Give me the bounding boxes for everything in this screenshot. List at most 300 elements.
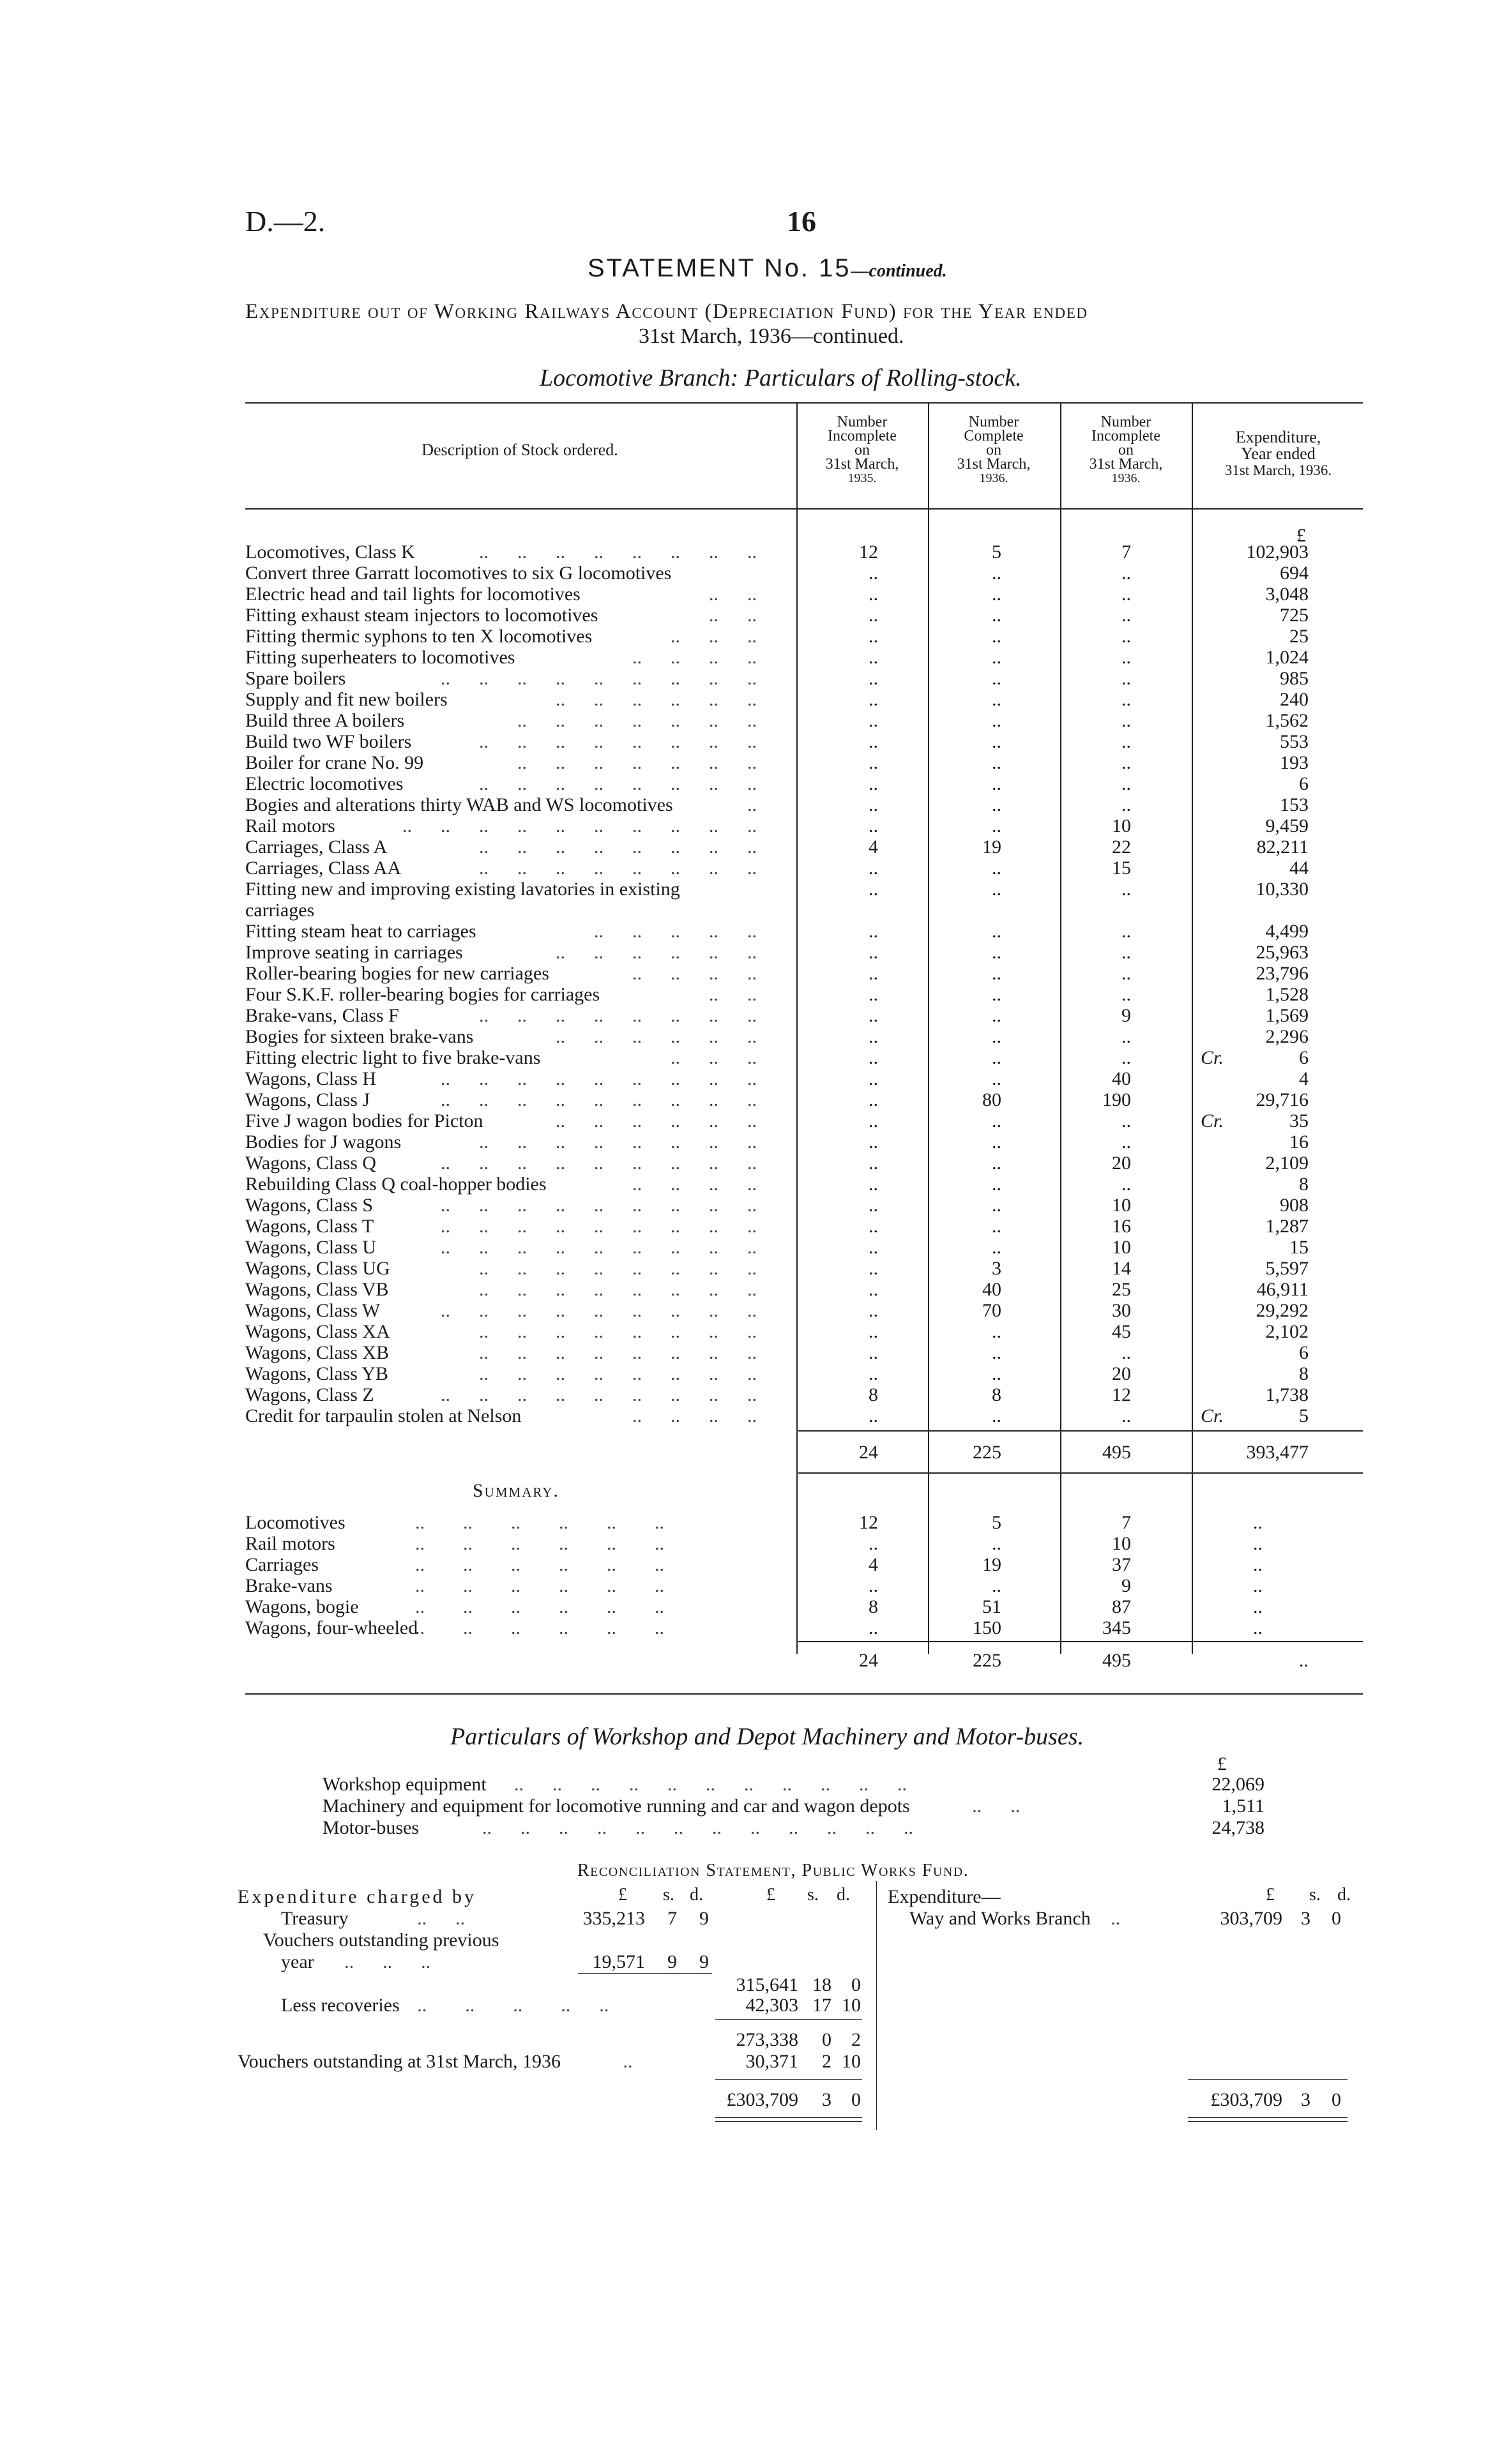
rec-right-shillings-head: s. (1309, 1885, 1321, 1905)
row-incomplete-1936: 10 (1112, 1195, 1131, 1216)
row-incomplete-1935: .. (869, 1342, 878, 1363)
rec-right-pence-head: d. (1337, 1885, 1351, 1905)
row-expenditure: 82,211 (1256, 836, 1309, 858)
page-number: 16 (787, 205, 816, 238)
dot-leader: .. .. .. .. .. .. .. .. .. (441, 1089, 786, 1110)
dot-leader: .. .. .. .. .. .. .. .. .. .. (402, 815, 786, 836)
dot-leader: .. .. .. .. .. .. (556, 1110, 786, 1131)
row-incomplete-1935: .. (869, 1300, 878, 1321)
row-description: Bogies and alterations thirty WAB and WS locomotives (245, 794, 673, 815)
rec-branch-pence: 0 (1332, 1908, 1341, 1929)
rec-branch-shillings: 3 (1301, 1908, 1310, 1929)
dot-leader: .. .. .. .. .. .. .. .. (479, 1131, 786, 1153)
summary-complete-1936: 150 (973, 1617, 1001, 1638)
statement-title (588, 254, 947, 283)
rec-right-total-pence: 0 (1332, 2089, 1341, 2110)
row-complete-1936: .. (992, 1405, 1001, 1426)
row-expenditure: 15 (1289, 1237, 1309, 1258)
row-incomplete-1936: .. (1121, 1405, 1131, 1426)
row-incomplete-1935: 12 (859, 541, 878, 563)
row-description: Wagons, Class S (245, 1195, 374, 1216)
row-description: Spare boilers (245, 668, 346, 689)
row-incomplete-1936: .. (1121, 605, 1131, 626)
row-complete-1936: .. (992, 752, 1001, 773)
row-expenditure: 4,499 (1265, 921, 1309, 942)
col-head-expenditure (1194, 429, 1363, 479)
row-incomplete-1935: .. (869, 1258, 878, 1279)
row-incomplete-1935: .. (869, 668, 878, 689)
row-incomplete-1935: .. (869, 1279, 878, 1300)
workshop-row-equipment (323, 1774, 1249, 1795)
dot-leader: .. .. .. .. .. .. .. .. .. (441, 1384, 786, 1405)
col-head-line: Year ended (1241, 444, 1316, 463)
col-head-line: Number (1100, 414, 1151, 430)
row-credit-marker: Cr. (1201, 1047, 1224, 1068)
workshop-value-equipment: 22,069 (1211, 1774, 1264, 1795)
summary-complete-1936: .. (992, 1533, 1001, 1554)
row-incomplete-1935: 8 (869, 1384, 878, 1405)
dot-leader: .. .. .. .. .. .. .. .. (479, 731, 786, 752)
col-head-line: Incomplete (1091, 428, 1160, 444)
dot-leader: .. .. .. .. .. .. .. (517, 710, 786, 731)
rec-left-total-rule (715, 2079, 862, 2080)
table-head-rule (245, 508, 1363, 510)
rec-treasury-pounds: 335,213 (582, 1908, 645, 1929)
row-complete-1936: .. (992, 984, 1001, 1005)
row-incomplete-1935: .. (869, 605, 878, 626)
dot-leader: .. .. (709, 605, 786, 626)
row-incomplete-1936: 30 (1112, 1300, 1131, 1321)
reconciliation-title: Reconciliation Statement, Public Works Fund. (577, 1861, 969, 1880)
row-expenditure: 5 (1299, 1405, 1309, 1426)
rec-net-shillings: 0 (822, 2029, 831, 2050)
row-expenditure: 6 (1299, 773, 1309, 794)
row-incomplete-1935: .. (869, 626, 878, 647)
col-head-line: Number (968, 414, 1019, 430)
summary-total-complete-1936: 225 (973, 1650, 1001, 1671)
workshop-title: Particulars of Workshop and Depot Machinery and Motor-buses. (450, 1723, 1084, 1750)
dot-leader: .. .. .. .. .. .. .. (517, 752, 786, 773)
row-expenditure: 1,024 (1265, 647, 1309, 668)
rec-label: Way and Works Branch (909, 1908, 1091, 1929)
dot-leader: .. (1111, 1908, 1121, 1929)
rec-subtotal-shillings: 18 (812, 1974, 831, 1995)
row-description: Fitting exhaust steam injectors to locomotives (245, 605, 598, 626)
row-complete-1936: .. (992, 879, 1001, 900)
row-complete-1936: .. (992, 773, 1001, 794)
row-incomplete-1935: .. (869, 1405, 878, 1426)
dot-leader: .. .. .. .. .. .. .. .. (479, 1258, 786, 1279)
dot-leader: .. .. .. .. .. .. .. .. .. (441, 1068, 786, 1089)
subtitle-line-1: Expenditure out of Working Railways Account (Depreciation Fund) for the Year ended (245, 300, 1088, 323)
row-incomplete-1936: 7 (1121, 541, 1131, 563)
row-incomplete-1935: .. (869, 879, 878, 900)
row-complete-1936: 8 (992, 1384, 1001, 1405)
dot-leader: .. .. .. (344, 1951, 431, 1972)
row-incomplete-1935: .. (869, 1216, 878, 1237)
rec-right-total-rule (1188, 2079, 1348, 2080)
rec-branch-pounds: 303,709 (1220, 1908, 1282, 1929)
workshop-row-label: Motor-buses (323, 1817, 420, 1838)
row-incomplete-1935: .. (869, 1110, 878, 1131)
summary-description: Wagons, bogie (245, 1596, 359, 1617)
row-incomplete-1935: .. (869, 1321, 878, 1342)
statement-label: STATEMENT No. 15 (588, 254, 851, 282)
row-incomplete-1936: 10 (1112, 815, 1131, 836)
row-description: Five J wagon bodies for Picton (245, 1110, 483, 1131)
row-expenditure: 102,903 (1246, 541, 1309, 563)
row-description: Build three A boilers (245, 710, 405, 731)
rec-branch-label (909, 1908, 1120, 1930)
dot-leader: .. .. .. .. .. .. .. .. .. (441, 1195, 786, 1216)
row-complete-1936: .. (992, 963, 1001, 984)
workshop-row-motor-buses (323, 1817, 1249, 1839)
row-incomplete-1935: .. (869, 752, 878, 773)
row-incomplete-1935: .. (869, 1237, 878, 1258)
row-incomplete-1936: .. (1121, 1110, 1131, 1131)
col-head-incomplete-1935 (798, 415, 926, 485)
row-description: Carriages, Class A (245, 836, 388, 858)
dot-leader: .. .. .. .. .. .. .. .. (479, 773, 786, 794)
row-incomplete-1936: .. (1121, 668, 1131, 689)
summary-incomplete-1935: .. (869, 1533, 878, 1554)
rec-left-total-shillings: 3 (822, 2089, 831, 2110)
summary-total-incomplete-1935: 24 (859, 1650, 878, 1671)
row-complete-1936: .. (992, 1047, 1001, 1068)
rec-left-pence-head-1: d. (690, 1885, 703, 1905)
row-expenditure: 2,102 (1265, 1321, 1309, 1342)
row-description: Carriages, Class AA (245, 858, 402, 879)
summary-description: Brake-vans (245, 1575, 333, 1596)
rec-left-pounds-head-1: £ (618, 1885, 627, 1905)
dot-leader: .. .. .. (671, 626, 786, 647)
summary-complete-1936: 5 (992, 1512, 1001, 1533)
summary-expenditure: .. (1253, 1533, 1263, 1554)
row-incomplete-1936: .. (1121, 921, 1131, 942)
row-expenditure: 9,459 (1265, 815, 1309, 836)
row-complete-1936: .. (992, 668, 1001, 689)
row-incomplete-1936: .. (1121, 879, 1131, 900)
summary-expenditure: .. (1253, 1575, 1263, 1596)
total-complete-1936: 225 (973, 1442, 1001, 1463)
row-incomplete-1936: 25 (1112, 1279, 1131, 1300)
row-complete-1936: .. (992, 1363, 1001, 1384)
row-expenditure: 1,562 (1265, 710, 1309, 731)
row-description: Fitting steam heat to carriages (245, 921, 476, 942)
dot-leader: .. .. (417, 1908, 466, 1929)
row-description: Supply and fit new boilers (245, 689, 448, 710)
row-complete-1936: .. (992, 815, 1001, 836)
row-expenditure: 4 (1299, 1068, 1309, 1089)
row-expenditure: 553 (1280, 731, 1309, 752)
row-complete-1936: .. (992, 1195, 1001, 1216)
dot-leader: .. .. .. .. .. .. .. .. .. (441, 1153, 786, 1174)
row-expenditure: 44 (1289, 858, 1309, 879)
totals-top-rule (798, 1430, 1363, 1432)
total-incomplete-1935: 24 (859, 1442, 878, 1463)
row-description: Build two WF boilers (245, 731, 412, 752)
row-description: Wagons, Class Q (245, 1153, 377, 1174)
row-incomplete-1936: 22 (1112, 836, 1131, 858)
table-top-rule (245, 402, 1363, 404)
dot-leader: .. .. .. .. .. .. (556, 1026, 786, 1047)
row-description: Roller-bearing bogies for new carriages (245, 963, 549, 984)
row-complete-1936: .. (992, 626, 1001, 647)
summary-title: Summary. (473, 1480, 559, 1501)
row-incomplete-1935: .. (869, 1195, 878, 1216)
row-description: Bodies for J wagons (245, 1131, 402, 1153)
summary-total-rule (798, 1641, 1363, 1642)
dot-leader: .. .. .. .. .. .. (556, 942, 786, 963)
dot-leader: .. .. .. .. (632, 647, 786, 668)
row-incomplete-1936: .. (1121, 773, 1131, 794)
row-credit-marker: Cr. (1201, 1405, 1224, 1426)
col-head-line: Number (837, 414, 888, 430)
rec-vouchers-label-2 (281, 1951, 430, 1973)
row-complete-1936: .. (992, 689, 1001, 710)
dot-leader: .. (623, 2051, 633, 2072)
row-expenditure: 16 (1289, 1131, 1309, 1153)
dot-leader: .. .. .. .. .. .. .. .. .. (441, 1300, 786, 1321)
dot-leader: .. .. .. .. .. .. (415, 1533, 664, 1554)
row-complete-1936: .. (992, 1026, 1001, 1047)
row-complete-1936: .. (992, 584, 1001, 605)
row-incomplete-1936: 45 (1112, 1321, 1131, 1342)
col-head-line: Incomplete (828, 428, 897, 444)
rec-left-shillings-head-1: s. (663, 1885, 674, 1905)
row-complete-1936: .. (992, 563, 1001, 584)
row-expenditure: 908 (1280, 1195, 1309, 1216)
row-incomplete-1935: .. (869, 942, 878, 963)
summary-incomplete-1936: 7 (1121, 1512, 1131, 1533)
row-expenditure: 1,528 (1265, 984, 1309, 1005)
rec-left-double-rule-2 (715, 2121, 862, 2122)
row-expenditure: 25,963 (1256, 942, 1309, 963)
row-complete-1936: .. (992, 1131, 1001, 1153)
dot-leader: .. .. (709, 984, 786, 1005)
rec-left-shillings-head-2: s. (807, 1885, 819, 1905)
rec-left-heading: Expenditure charged by (238, 1886, 477, 1907)
row-description: Locomotives, Class K (245, 541, 415, 563)
row-description: Fitting electric light to five brake-vans (245, 1047, 541, 1068)
row-incomplete-1936: .. (1121, 1047, 1131, 1068)
row-incomplete-1935: .. (869, 1005, 878, 1026)
row-expenditure: 725 (1280, 605, 1309, 626)
row-incomplete-1936: .. (1121, 563, 1131, 584)
row-incomplete-1936: .. (1121, 584, 1131, 605)
total-expenditure: 393,477 (1246, 1442, 1309, 1463)
rec-vouchers-pounds: 19,571 (592, 1951, 645, 1972)
row-expenditure: 29,292 (1256, 1300, 1309, 1321)
rec-center-divider (876, 1881, 877, 2130)
rec-net-pounds: 273,338 (736, 2029, 798, 2050)
row-incomplete-1936: 9 (1121, 1005, 1131, 1026)
rec-less-pounds: 42,303 (745, 1995, 798, 2016)
rec-left-pence-head-2: d. (837, 1885, 850, 1905)
row-incomplete-1936: 20 (1112, 1363, 1131, 1384)
row-incomplete-1936: .. (1121, 1026, 1131, 1047)
row-incomplete-1935: 4 (869, 836, 878, 858)
row-description: Four S.K.F. roller-bearing bogies for carriages (245, 984, 600, 1005)
row-complete-1936: .. (992, 1153, 1001, 1174)
rec-net-pence: 2 (851, 2029, 861, 2050)
row-complete-1936: .. (992, 731, 1001, 752)
dot-leader: .. .. .. .. .. .. .. .. (479, 1342, 786, 1363)
row-description: Fitting new and improving existing lavatories in existing (245, 879, 680, 900)
summary-incomplete-1936: 87 (1112, 1596, 1131, 1617)
row-complete-1936: .. (992, 1005, 1001, 1026)
row-description: carriages (245, 900, 315, 921)
workshop-value-motor-buses: 24,738 (1211, 1817, 1264, 1838)
row-incomplete-1936: .. (1121, 752, 1131, 773)
rec-left-total-pence: 0 (851, 2089, 861, 2110)
col-head-line: on (986, 442, 1001, 458)
currency-symbol: £ (1296, 525, 1306, 546)
row-complete-1936: .. (992, 794, 1001, 815)
col-divider-4 (1192, 404, 1193, 1654)
row-complete-1936: .. (992, 605, 1001, 626)
totals-bottom-rule (798, 1472, 1363, 1474)
row-description: Electric head and tail lights for locomotives (245, 584, 581, 605)
col-head-line: on (1118, 442, 1134, 458)
dot-leader: .. .. (709, 584, 786, 605)
row-complete-1936: .. (992, 1342, 1001, 1363)
row-expenditure: 1,738 (1265, 1384, 1309, 1405)
dot-leader: .. .. .. .. (632, 1405, 786, 1426)
rec-vouchers-shillings: 9 (667, 1951, 677, 1972)
rec-subtotal-pounds: 315,641 (736, 1974, 798, 1995)
summary-description: Rail motors (245, 1533, 335, 1554)
row-expenditure: 23,796 (1256, 963, 1309, 984)
rec-left-double-rule-1 (715, 2117, 862, 2118)
row-complete-1936: .. (992, 1068, 1001, 1089)
row-complete-1936: .. (992, 647, 1001, 668)
rec-less-label (281, 1995, 609, 2016)
col-head-line: on (854, 442, 870, 458)
row-description: Boiler for crane No. 99 (245, 752, 424, 773)
workshop-currency: £ (1217, 1753, 1227, 1774)
row-expenditure: 1,287 (1265, 1216, 1309, 1237)
summary-complete-1936: 51 (982, 1596, 1001, 1617)
rec-right-pounds-head: £ (1266, 1885, 1275, 1905)
row-description: Wagons, Class W (245, 1300, 381, 1321)
summary-description: Locomotives (245, 1512, 345, 1533)
dot-leader: .. .. .. .. .. .. .. .. (479, 858, 786, 879)
col-head-line: 31st March, 1936. (1224, 462, 1332, 478)
col-head-line: 1935. (847, 471, 877, 485)
summary-bottom-rule (245, 1693, 1363, 1695)
row-description: Wagons, Class U (245, 1237, 377, 1258)
summary-incomplete-1935: 12 (859, 1512, 878, 1533)
row-incomplete-1936: .. (1121, 794, 1131, 815)
summary-expenditure: .. (1253, 1554, 1263, 1575)
row-incomplete-1936: .. (1121, 1174, 1131, 1195)
row-complete-1936: .. (992, 1216, 1001, 1237)
row-incomplete-1936: .. (1121, 1342, 1131, 1363)
row-expenditure: 985 (1280, 668, 1309, 689)
rec-vouchers-pence: 9 (699, 1951, 709, 1972)
workshop-row-machinery (323, 1795, 1020, 1817)
col-divider-2 (928, 404, 929, 1654)
row-incomplete-1936: .. (1121, 942, 1131, 963)
row-description: Wagons, Class UG (245, 1258, 390, 1279)
row-incomplete-1935: .. (869, 1026, 878, 1047)
rec-net-rule (715, 2019, 862, 2020)
dot-leader: .. .. .. .. .. .. .. .. (479, 1363, 786, 1384)
col-head-line: 31st March, (825, 456, 899, 472)
rec-outstanding-label (238, 2051, 633, 2073)
row-expenditure: 193 (1280, 752, 1309, 773)
workshop-value-machinery: 1,511 (1222, 1795, 1264, 1817)
row-incomplete-1936: .. (1121, 647, 1131, 668)
row-incomplete-1935: .. (869, 710, 878, 731)
dot-leader: .. .. .. .. .. .. .. .. .. (441, 1216, 786, 1237)
row-description: Wagons, Class H (245, 1068, 377, 1089)
row-expenditure: 8 (1299, 1363, 1309, 1384)
summary-incomplete-1935: .. (869, 1617, 878, 1638)
row-complete-1936: 19 (982, 836, 1001, 858)
dot-leader: .. .. .. .. .. (594, 921, 786, 942)
col-divider-1 (796, 404, 798, 1654)
summary-incomplete-1935: 4 (869, 1554, 878, 1575)
col-head-line: 31st March, (957, 456, 1031, 472)
row-complete-1936: 80 (982, 1089, 1001, 1110)
row-description: Wagons, Class VB (245, 1279, 389, 1300)
row-expenditure: 240 (1280, 689, 1309, 710)
row-incomplete-1935: .. (869, 815, 878, 836)
dot-leader: .. .. .. .. .. .. .. .. (479, 1321, 786, 1342)
dot-leader: .. .. .. .. .. .. .. .. .. (441, 668, 786, 689)
row-description: Convert three Garratt locomotives to six G locomotives (245, 563, 672, 584)
row-description: Electric locomotives (245, 773, 404, 794)
rec-less-pence: 10 (842, 1995, 861, 2016)
row-description: Wagons, Class J (245, 1089, 370, 1110)
rec-subtotal-rule (578, 1973, 712, 1974)
summary-expenditure: .. (1253, 1617, 1263, 1638)
dot-leader: .. .. (972, 1795, 1021, 1817)
total-incomplete-1936: 495 (1102, 1442, 1131, 1463)
dot-leader: .. .. .. .. .. .. .. .. .. .. .. .. (482, 1817, 913, 1838)
row-incomplete-1936: 14 (1112, 1258, 1131, 1279)
row-incomplete-1935: .. (869, 1153, 878, 1174)
rec-right-total-shillings: 3 (1301, 2089, 1310, 2110)
row-complete-1936: .. (992, 942, 1001, 963)
doc-reference: D.—2. (245, 205, 326, 238)
summary-total-expenditure: .. (1299, 1650, 1309, 1671)
workshop-row-label: Machinery and equipment for locomotive running and car and wagon depots (323, 1795, 910, 1817)
row-expenditure: 8 (1299, 1174, 1309, 1195)
row-description: Rebuilding Class Q coal-hopper bodies (245, 1174, 547, 1195)
rec-right-double-rule-2 (1188, 2121, 1348, 2122)
row-expenditure: 6 (1299, 1342, 1309, 1363)
col-head-line: 1936. (979, 471, 1008, 485)
rec-vouchers-label-1: Vouchers outstanding previous (263, 1930, 499, 1951)
row-incomplete-1935: .. (869, 563, 878, 584)
row-incomplete-1936: .. (1121, 626, 1131, 647)
subtitle-line-2: 31st March, 1936—continued. (639, 324, 904, 348)
row-incomplete-1936: 16 (1112, 1216, 1131, 1237)
row-incomplete-1935: .. (869, 858, 878, 879)
row-description: Wagons, Class XB (245, 1342, 390, 1363)
row-incomplete-1936: 12 (1112, 1384, 1131, 1405)
row-complete-1936: .. (992, 1174, 1001, 1195)
col-head-description: Description of Stock ordered. (421, 441, 618, 459)
rec-label: Less recoveries (281, 1995, 400, 2016)
row-incomplete-1935: .. (869, 1089, 878, 1110)
summary-incomplete-1936: 345 (1102, 1617, 1131, 1638)
dot-leader: .. (747, 794, 786, 815)
dot-leader: .. .. .. .. .. .. .. .. .. (441, 1237, 786, 1258)
